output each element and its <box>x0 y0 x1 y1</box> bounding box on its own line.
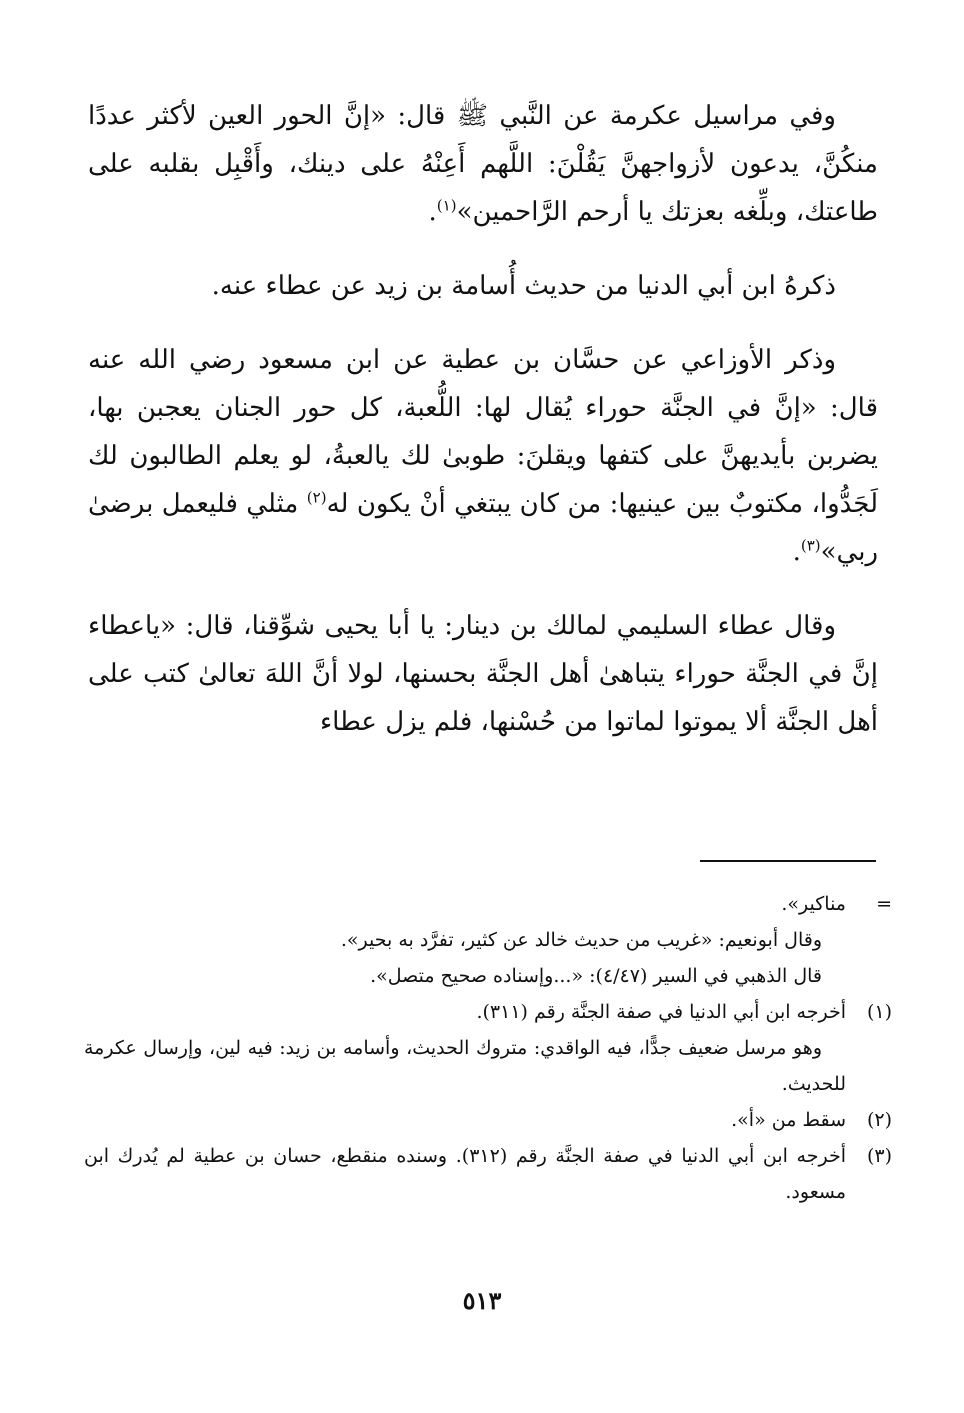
footnote-2-number: (٢) <box>866 1109 892 1131</box>
paragraph-2 <box>88 262 878 310</box>
paragraph-3-tail: . <box>792 537 801 567</box>
paragraph-1 <box>88 92 878 236</box>
footnote-ref-1[interactable]: (١) <box>436 196 457 215</box>
paragraph-1-text: وفي مراسيل عكرمة عن النَّبي ﷺ قال: «إنَّ الحور العين لأكثر عددًا منكُنَّ، يدعون لأزواجهنَّ يَقُلْنَ: اللَّهم أَعِنْهُ على دينك، وأَقْبِل بقلبه على طاعتك، وبلِّغه بعزتك يا أرحم الرَّاحمين» <box>88 101 878 227</box>
paragraph-3-text: وذكر الأوزاعي عن حسَّان بن عطية عن ابن مسعود رضي الله عنه قال: «إنَّ في الجنَّة حوراء يُقال لها: اللُّعبة، كل حور الجنان يعجبن بها، يضربن بأيديهنَّ على كتفها ويقلنَ: طوبىٰ لك يالعبةُ، لو يعلم الطالبون لك لَجَدُّوا، مكتوبٌ بين عينيها: من كان يبتغي أنْ يكون له <box>88 345 878 519</box>
footnote-continuation <box>84 886 892 922</box>
footnote-3-line-1: أخرجه ابن أبي الدنيا في صفة الجنَّة رقم (٣١٢). وسنده منقطع، حسان بن عطية لم يُدرك ابن مسعود. <box>84 1145 846 1203</box>
main-text <box>88 92 878 772</box>
continuation-line-3: قال الذهبي في السير (٤/٤٧): «...وإسناده صحيح متصل». <box>370 965 822 987</box>
paragraph-3 <box>88 336 878 576</box>
footnote-2 <box>84 1102 892 1138</box>
continuation-line-1: مناكير». <box>781 893 846 915</box>
paragraph-1-tail: . <box>428 197 437 227</box>
footnote-1 <box>84 994 892 1030</box>
paragraph-4 <box>88 602 878 746</box>
footnote-divider <box>700 860 876 862</box>
footnote-1-line-2: وهو مرسل ضعيف جدًّا، فيه الواقدي: متروك الحديث، وأسامه بن زيد: فيه لين، وإرسال عكرمة للحديث. <box>84 1037 846 1095</box>
continuation-line-2: وقال أبونعيم: «غريب من حديث خالد عن كثير، تفرَّد به بحير». <box>340 929 822 951</box>
footnote-ref-2[interactable]: (٢) <box>306 488 327 507</box>
footnotes <box>84 886 892 1210</box>
footnote-3 <box>84 1138 892 1210</box>
paragraph-4-text: وقال عطاء السليمي لمالك بن دينار: يا أبا يحيى شوِّقنا، قال: «ياعطاء إنَّ في الجنَّة حوراء يتباهىٰ أهل الجنَّة بحسنها، لولا أنَّ اللهَ تعالىٰ كتب على أهل الجنَّة ألا يموتوا لماتوا من حُسْنها، فلم يزل عطاء <box>88 611 878 737</box>
paragraph-2-text: ذكرهُ ابن أبي الدنيا من حديث أُسامة بن زيد عن عطاء عنه. <box>211 271 836 301</box>
footnote-1-number: (١) <box>866 1001 892 1023</box>
paragraph-3-text-2: مثلي فليعمل برضىٰ ربي» <box>88 489 878 567</box>
page-number: ٥١٣ <box>462 1286 502 1315</box>
footnote-3-number: (٣) <box>866 1145 892 1167</box>
footnote-1-line-1: أخرجه ابن أبي الدنيا في صفة الجنَّة رقم (٣١١). <box>476 1001 846 1023</box>
footnote-ref-3[interactable]: (٣) <box>800 536 821 555</box>
continuation-marker: = <box>876 893 892 915</box>
footnote-2-line-1: سقط من «أ». <box>731 1109 846 1131</box>
